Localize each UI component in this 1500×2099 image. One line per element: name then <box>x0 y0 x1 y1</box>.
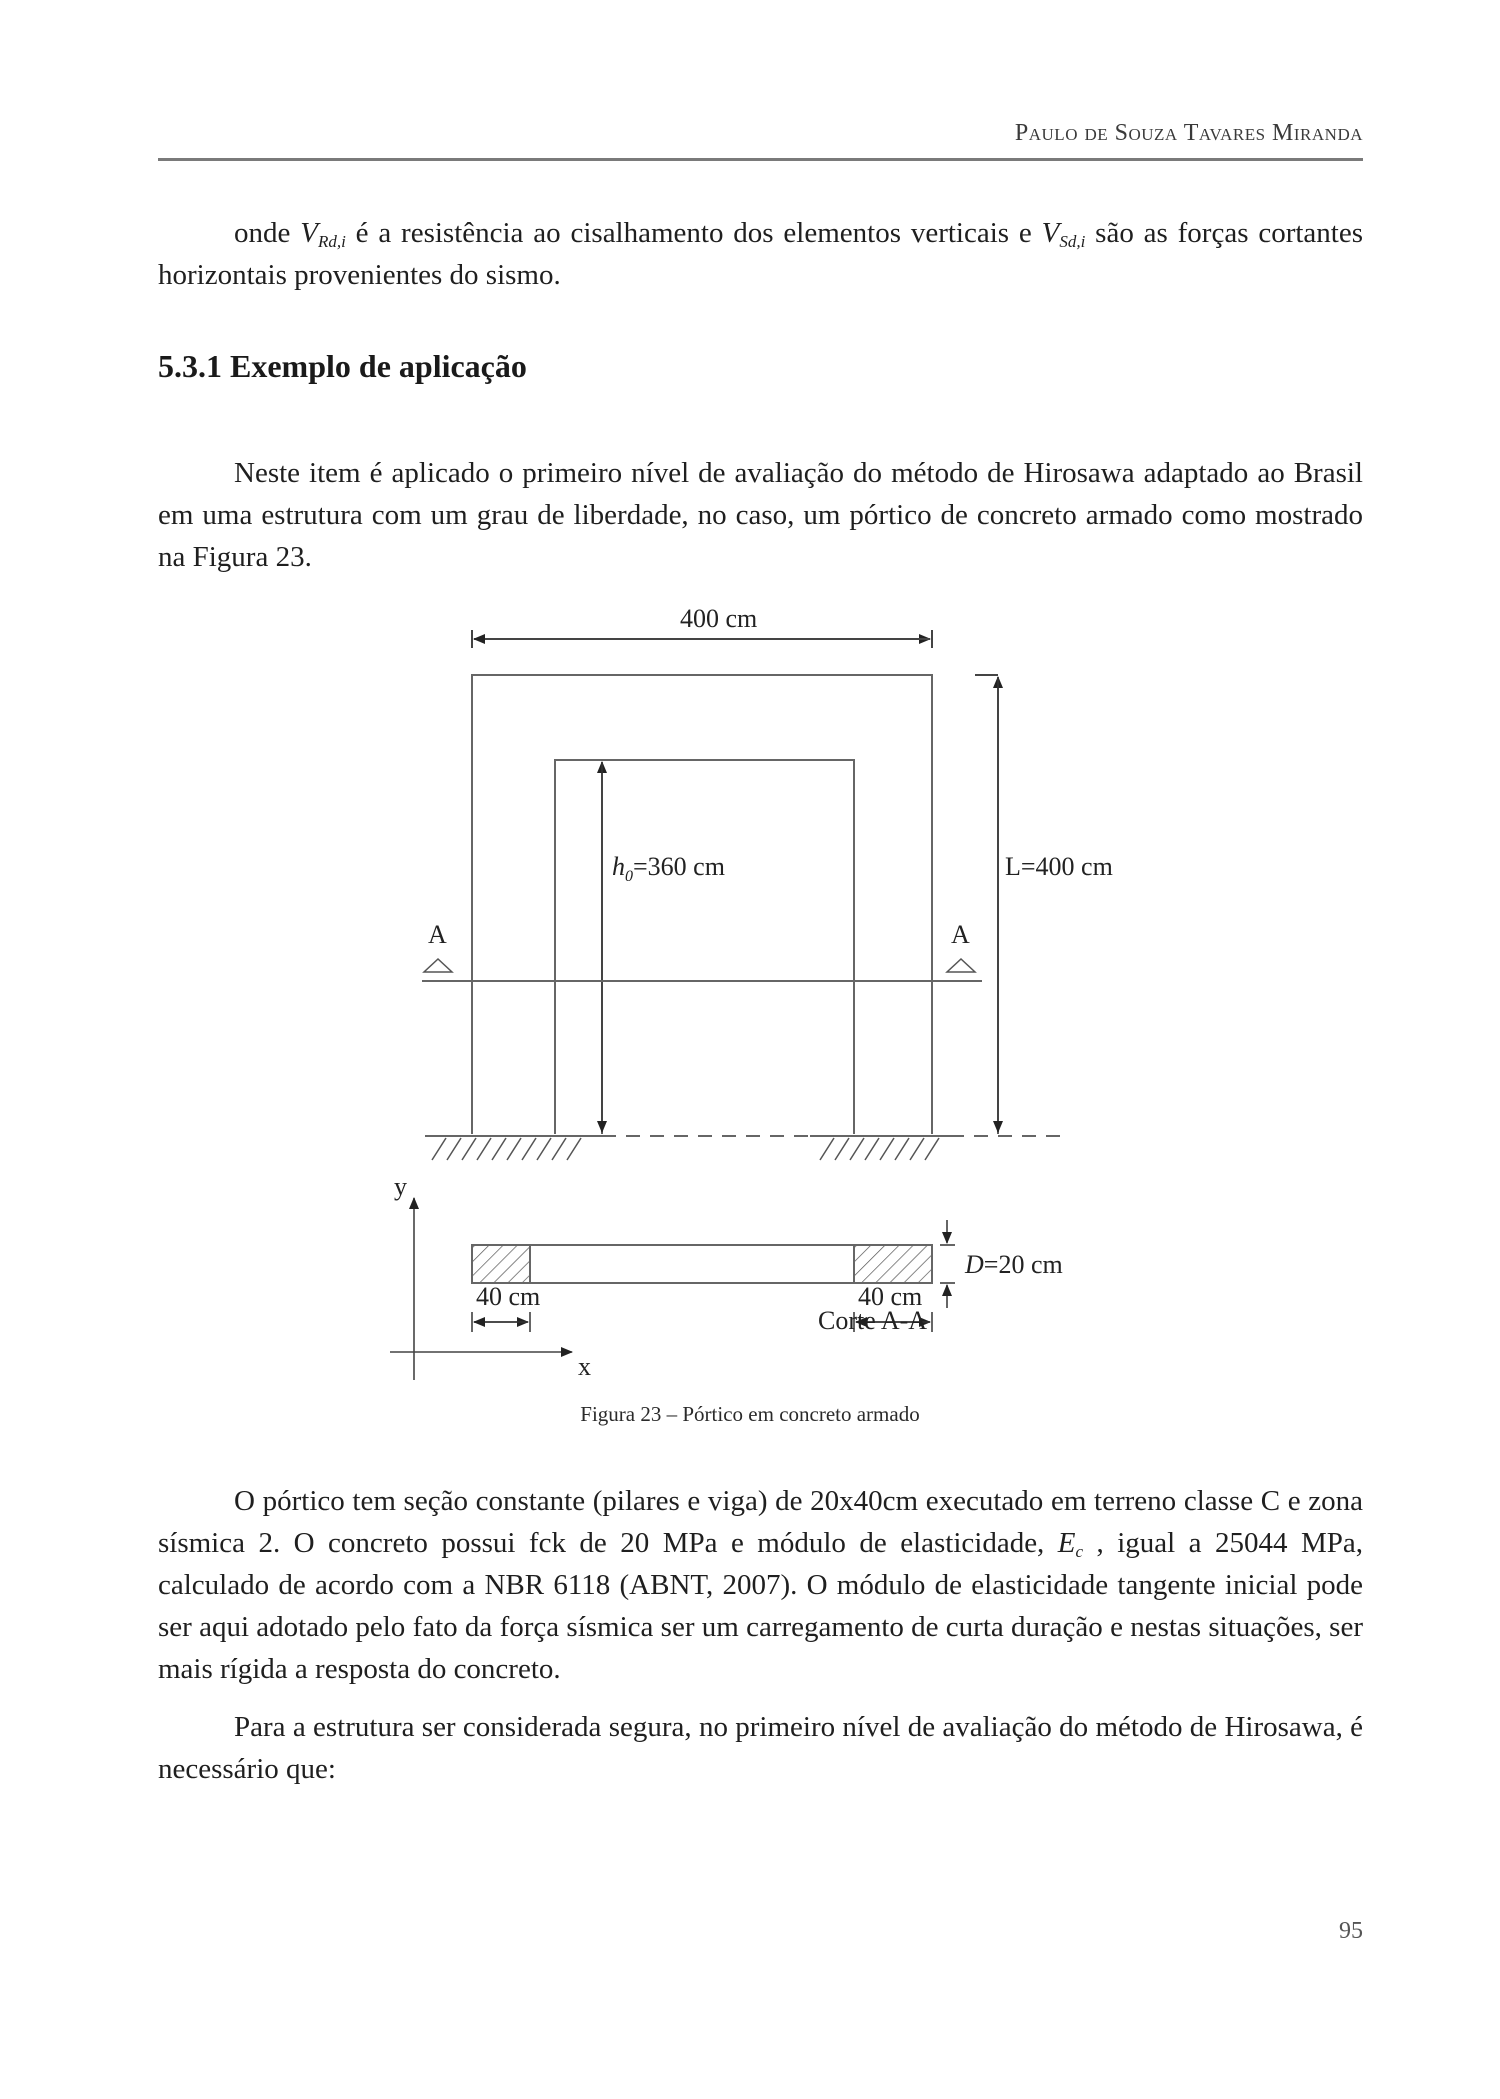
p3-text-1: O pórtico tem seção constante (pilares e viga) de 20x40cm executado em terreno classe C e zona sísmica 2. O concreto possui fck de 20 MPa e módulo de elasticidade, <box>158 1485 1363 1559</box>
v-sd-subscript: Sd,i <box>1059 232 1086 251</box>
p2-text: Neste item é aplicado o primeiro nível de avaliação do método de Hirosawa adaptado ao Brasil em uma estrutura com um grau de liberdade, no caso, um pórtico de concreto armado como mostrado na Figura 23. <box>158 457 1363 573</box>
h0-value: =360 cm <box>633 852 725 881</box>
ground-hatch-left <box>432 1138 581 1160</box>
left-column-width-label: 40 cm <box>476 1282 541 1311</box>
ec-subscript: c <box>1075 1542 1084 1561</box>
p1-text-3: são as forças cortantes horizontais provenientes do sismo. <box>158 217 1363 291</box>
right-column-width-label: 40 cm <box>858 1282 923 1311</box>
h0-dimension-label <box>612 852 725 886</box>
section-mark-left: A <box>428 920 447 949</box>
width-dimension-label: 400 cm <box>680 604 758 633</box>
header-rule <box>158 158 1363 161</box>
length-dimension-label: L=400 cm <box>1005 852 1113 881</box>
d-value: =20 cm <box>983 1250 1063 1279</box>
running-head: Paulo de Souza Tavares Miranda <box>1014 120 1363 146</box>
x-axis-label: x <box>578 1352 591 1381</box>
v-sd-symbol: V <box>1041 217 1060 249</box>
section-title: Corte A-A <box>818 1306 928 1335</box>
h0-subscript: 0 <box>625 868 633 886</box>
figure-caption: Figura 23 – Pórtico em concreto armado <box>580 1402 920 1426</box>
v-rd-subscript: Rd,i <box>317 232 346 251</box>
p3-text-2: , igual a 25044 MPa, calculado de acordo com a NBR 6118 (ABNT, 2007). O módulo de elasticidade tangente inicial pode ser aqui adotado pelo fato da força sísmica ser um carregamento de curta duração e nestas situações, ser mais rígida a resposta do concreto. <box>158 1527 1363 1685</box>
p1-text-1: onde <box>234 217 301 249</box>
p4-text: Para a estrutura ser considerada segura, no primeiro nível de avaliação do método de Hirosawa, é necessário que: <box>158 1711 1363 1785</box>
v-rd-symbol: V <box>300 217 318 249</box>
h0-symbol: h <box>612 852 625 881</box>
ec-symbol: E <box>1057 1527 1076 1559</box>
section-heading: 5.3.1 Exemplo de aplicação <box>158 348 527 384</box>
paragraph-2 <box>158 452 1363 578</box>
paragraph-3 <box>158 1480 1363 1690</box>
depth-dimension-label <box>965 1250 1063 1280</box>
paragraph-4 <box>158 1706 1363 1790</box>
ground-hatch-right <box>820 1138 939 1160</box>
portico-figure <box>380 590 1140 1380</box>
paragraph-1 <box>158 212 1363 296</box>
y-axis-label: y <box>394 1172 407 1201</box>
page-number: 95 <box>1339 1918 1363 1944</box>
section-mark-right: A <box>951 920 970 949</box>
p1-text-2: é a resistência ao cisalhamento dos elementos verticais e <box>345 217 1042 249</box>
d-symbol: D <box>965 1250 984 1279</box>
